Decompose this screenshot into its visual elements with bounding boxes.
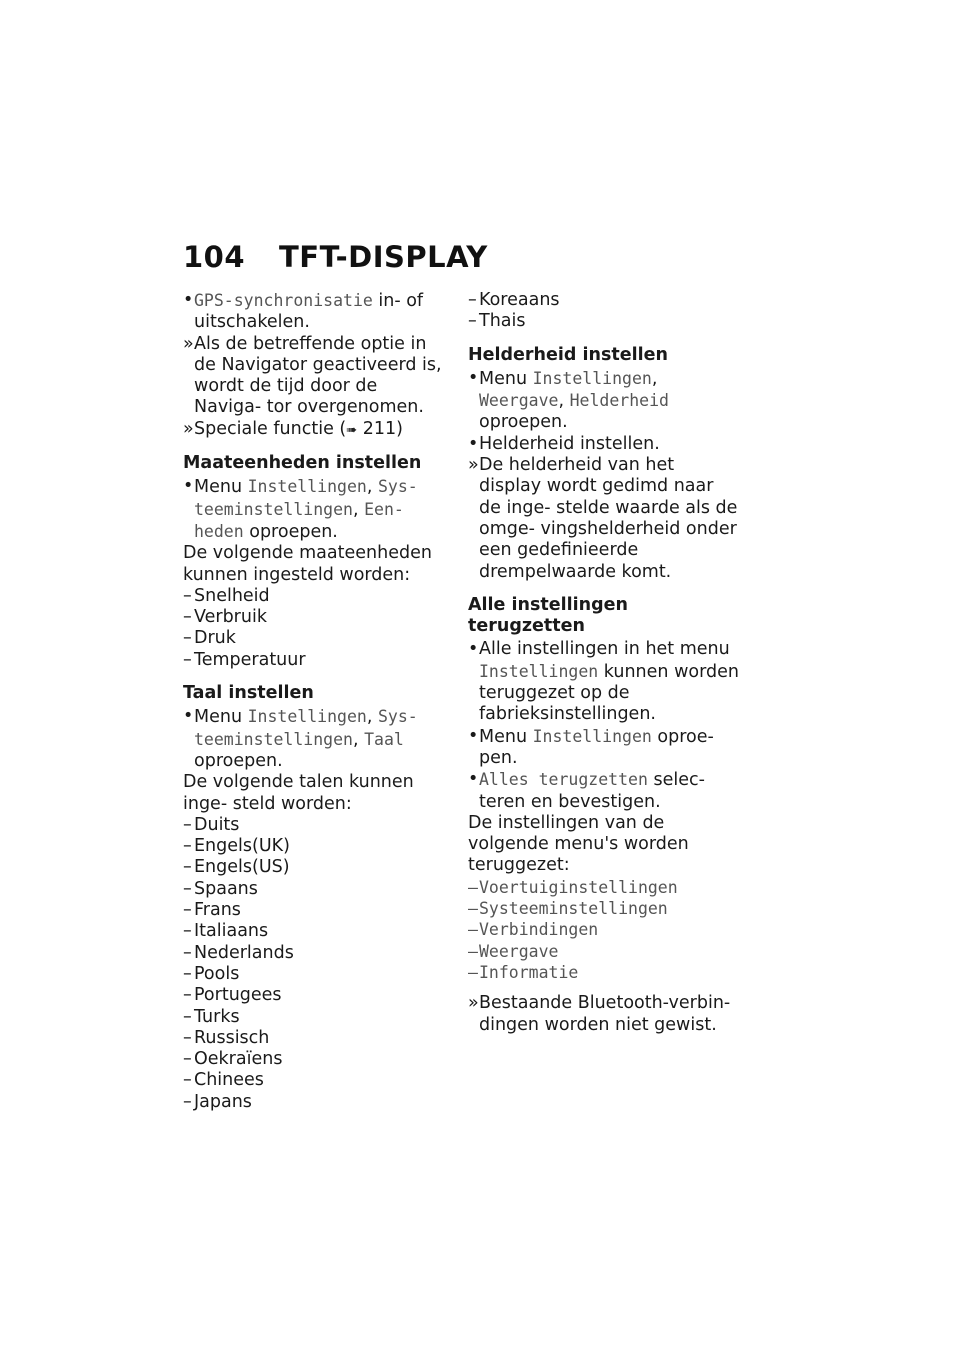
list-item: – Thais <box>468 311 740 332</box>
list-item: – Weergave <box>468 941 740 962</box>
brightness-action: • Helderheid instellen. <box>468 434 740 455</box>
list-item: – Engels(US) <box>183 857 443 878</box>
list-item: – Turks <box>183 1007 443 1028</box>
special-function-ref <box>183 419 443 441</box>
brightness-menu-path-1: Instellingen <box>532 368 652 388</box>
reset-item-3 <box>468 769 740 813</box>
reset-item-1-suffix: kunnen worden teruggezet op de fabrieksinstellingen. <box>479 661 739 725</box>
brightness-menu-item <box>468 368 740 434</box>
list-item: – Portugees <box>183 985 443 1006</box>
list-item: – Pools <box>183 964 443 985</box>
reset-item-1-menu: Instellingen <box>479 661 599 681</box>
special-function-page: 211) <box>357 418 403 439</box>
units-menu-sep-2: , <box>352 499 365 520</box>
list-item: – Spaans <box>183 879 443 900</box>
language-menu-path-3: Taal <box>364 729 404 749</box>
reset-item-1-prefix: Alle instellingen in het menu <box>479 639 730 660</box>
list-item: – Snelheid <box>183 586 443 607</box>
page-header <box>183 240 488 274</box>
list-item: – Japans <box>183 1092 443 1113</box>
units-menu-sep-1: , <box>366 477 378 498</box>
list-item: – Chinees <box>183 1070 443 1091</box>
list-item: – Russisch <box>183 1028 443 1049</box>
language-menu-sep-1: , <box>366 707 378 728</box>
special-function-prefix: Speciale functie ( <box>194 418 347 439</box>
brightness-menu-prefix: Menu <box>479 368 533 389</box>
list-item: – Frans <box>183 900 443 921</box>
brightness-menu-path-2: Weergave <box>479 391 559 411</box>
units-menu-prefix: Menu <box>194 477 248 498</box>
list-item: – Nederlands <box>183 943 443 964</box>
language-menu-suffix: oproepen. <box>194 750 283 771</box>
brightness-menu-path-3: Helderheid <box>569 391 669 411</box>
list-item: – Temperatuur <box>183 650 443 671</box>
brightness-menu-suffix: oproepen. <box>479 412 568 433</box>
language-menu-path-2: Sys- teeminstellingen <box>194 707 418 749</box>
reset-item-2-suffix: oproe- pen. <box>479 726 714 768</box>
reset-item-2-prefix: Menu <box>479 726 533 747</box>
language-list-continued <box>468 290 740 333</box>
list-item: – Koreaans <box>468 290 740 311</box>
list-item: – Verbindingen <box>468 919 740 940</box>
reset-item-3-menu: Alles terugzetten <box>479 770 648 790</box>
language-menu-sep-2: , <box>352 729 365 750</box>
units-menu-item <box>183 476 443 543</box>
list-item: – Duits <box>183 815 443 836</box>
list-item: – Systeeminstellingen <box>468 898 740 919</box>
brightness-menu-sep-2: , <box>558 391 570 412</box>
reset-intro: De instellingen van de volgende menu's worden teruggezet: <box>468 812 689 876</box>
units-menu-path-1: Instellingen <box>247 477 367 497</box>
language-menu-path-1: Instellingen <box>247 707 367 727</box>
list-item: – Oekraïens <box>183 1049 443 1070</box>
language-menu-prefix: Menu <box>194 707 248 728</box>
section-title: TFT-DISPLAY <box>279 240 488 274</box>
gps-sync-item <box>183 290 443 334</box>
units-menu-suffix: oproepen. <box>243 521 338 542</box>
gps-sync-text: in- of uitschakelen. <box>194 291 424 333</box>
list-item: – Italiaans <box>183 921 443 942</box>
reset-item-3-suffix: selec- teren en bevestigen. <box>479 770 705 812</box>
page-ref-arrow-icon: ➠ <box>346 422 358 438</box>
left-column <box>183 290 443 1113</box>
right-column <box>468 290 740 1036</box>
gps-sync-menu: GPS-synchronisatie <box>194 291 373 310</box>
reset-heading: Alle instellingen terugzetten <box>468 594 628 637</box>
language-list <box>183 815 443 1113</box>
list-item: – Engels(UK) <box>183 836 443 857</box>
reset-item-2-menu: Instellingen <box>532 726 652 746</box>
reset-result: » Bestaande Bluetooth-verbin- dingen worden niet gewist. <box>468 993 740 1036</box>
reset-list <box>468 877 740 983</box>
list-item: – Druk <box>183 628 443 649</box>
language-menu-item <box>183 706 443 772</box>
list-item: – Voertuiginstellingen <box>468 877 740 898</box>
reset-item-1 <box>468 639 740 725</box>
list-item: – Informatie <box>468 962 740 983</box>
list-item: – Verbruik <box>183 607 443 628</box>
brightness-result: » De helderheid van het display wordt gedimd naar de inge- stelde waarde als de omge- vingshelderheid onder een gedefinieerde drempelwaarde komt. <box>468 455 740 583</box>
brightness-heading: Helderheid instellen <box>468 344 668 365</box>
language-heading: Taal instellen <box>183 683 314 704</box>
units-heading: Maateenheden instellen <box>183 453 422 474</box>
units-intro: De volgende maateenheden kunnen ingesteld worden: <box>183 543 432 585</box>
page-number: 104 <box>183 240 246 274</box>
language-intro: De volgende talen kunnen inge- steld worden: <box>183 772 414 814</box>
brightness-menu-sep-1: , <box>651 368 658 389</box>
units-list <box>183 586 443 671</box>
units-menu-path-3: Een- heden <box>194 499 404 541</box>
reset-item-2 <box>468 726 740 770</box>
units-menu-path-2: Sys- teeminstellingen <box>194 477 418 519</box>
gps-sync-result: » Als de betreffende optie in de Navigator geactiveerd is, wordt de tijd door de Naviga- tor overgenomen. <box>183 334 443 419</box>
